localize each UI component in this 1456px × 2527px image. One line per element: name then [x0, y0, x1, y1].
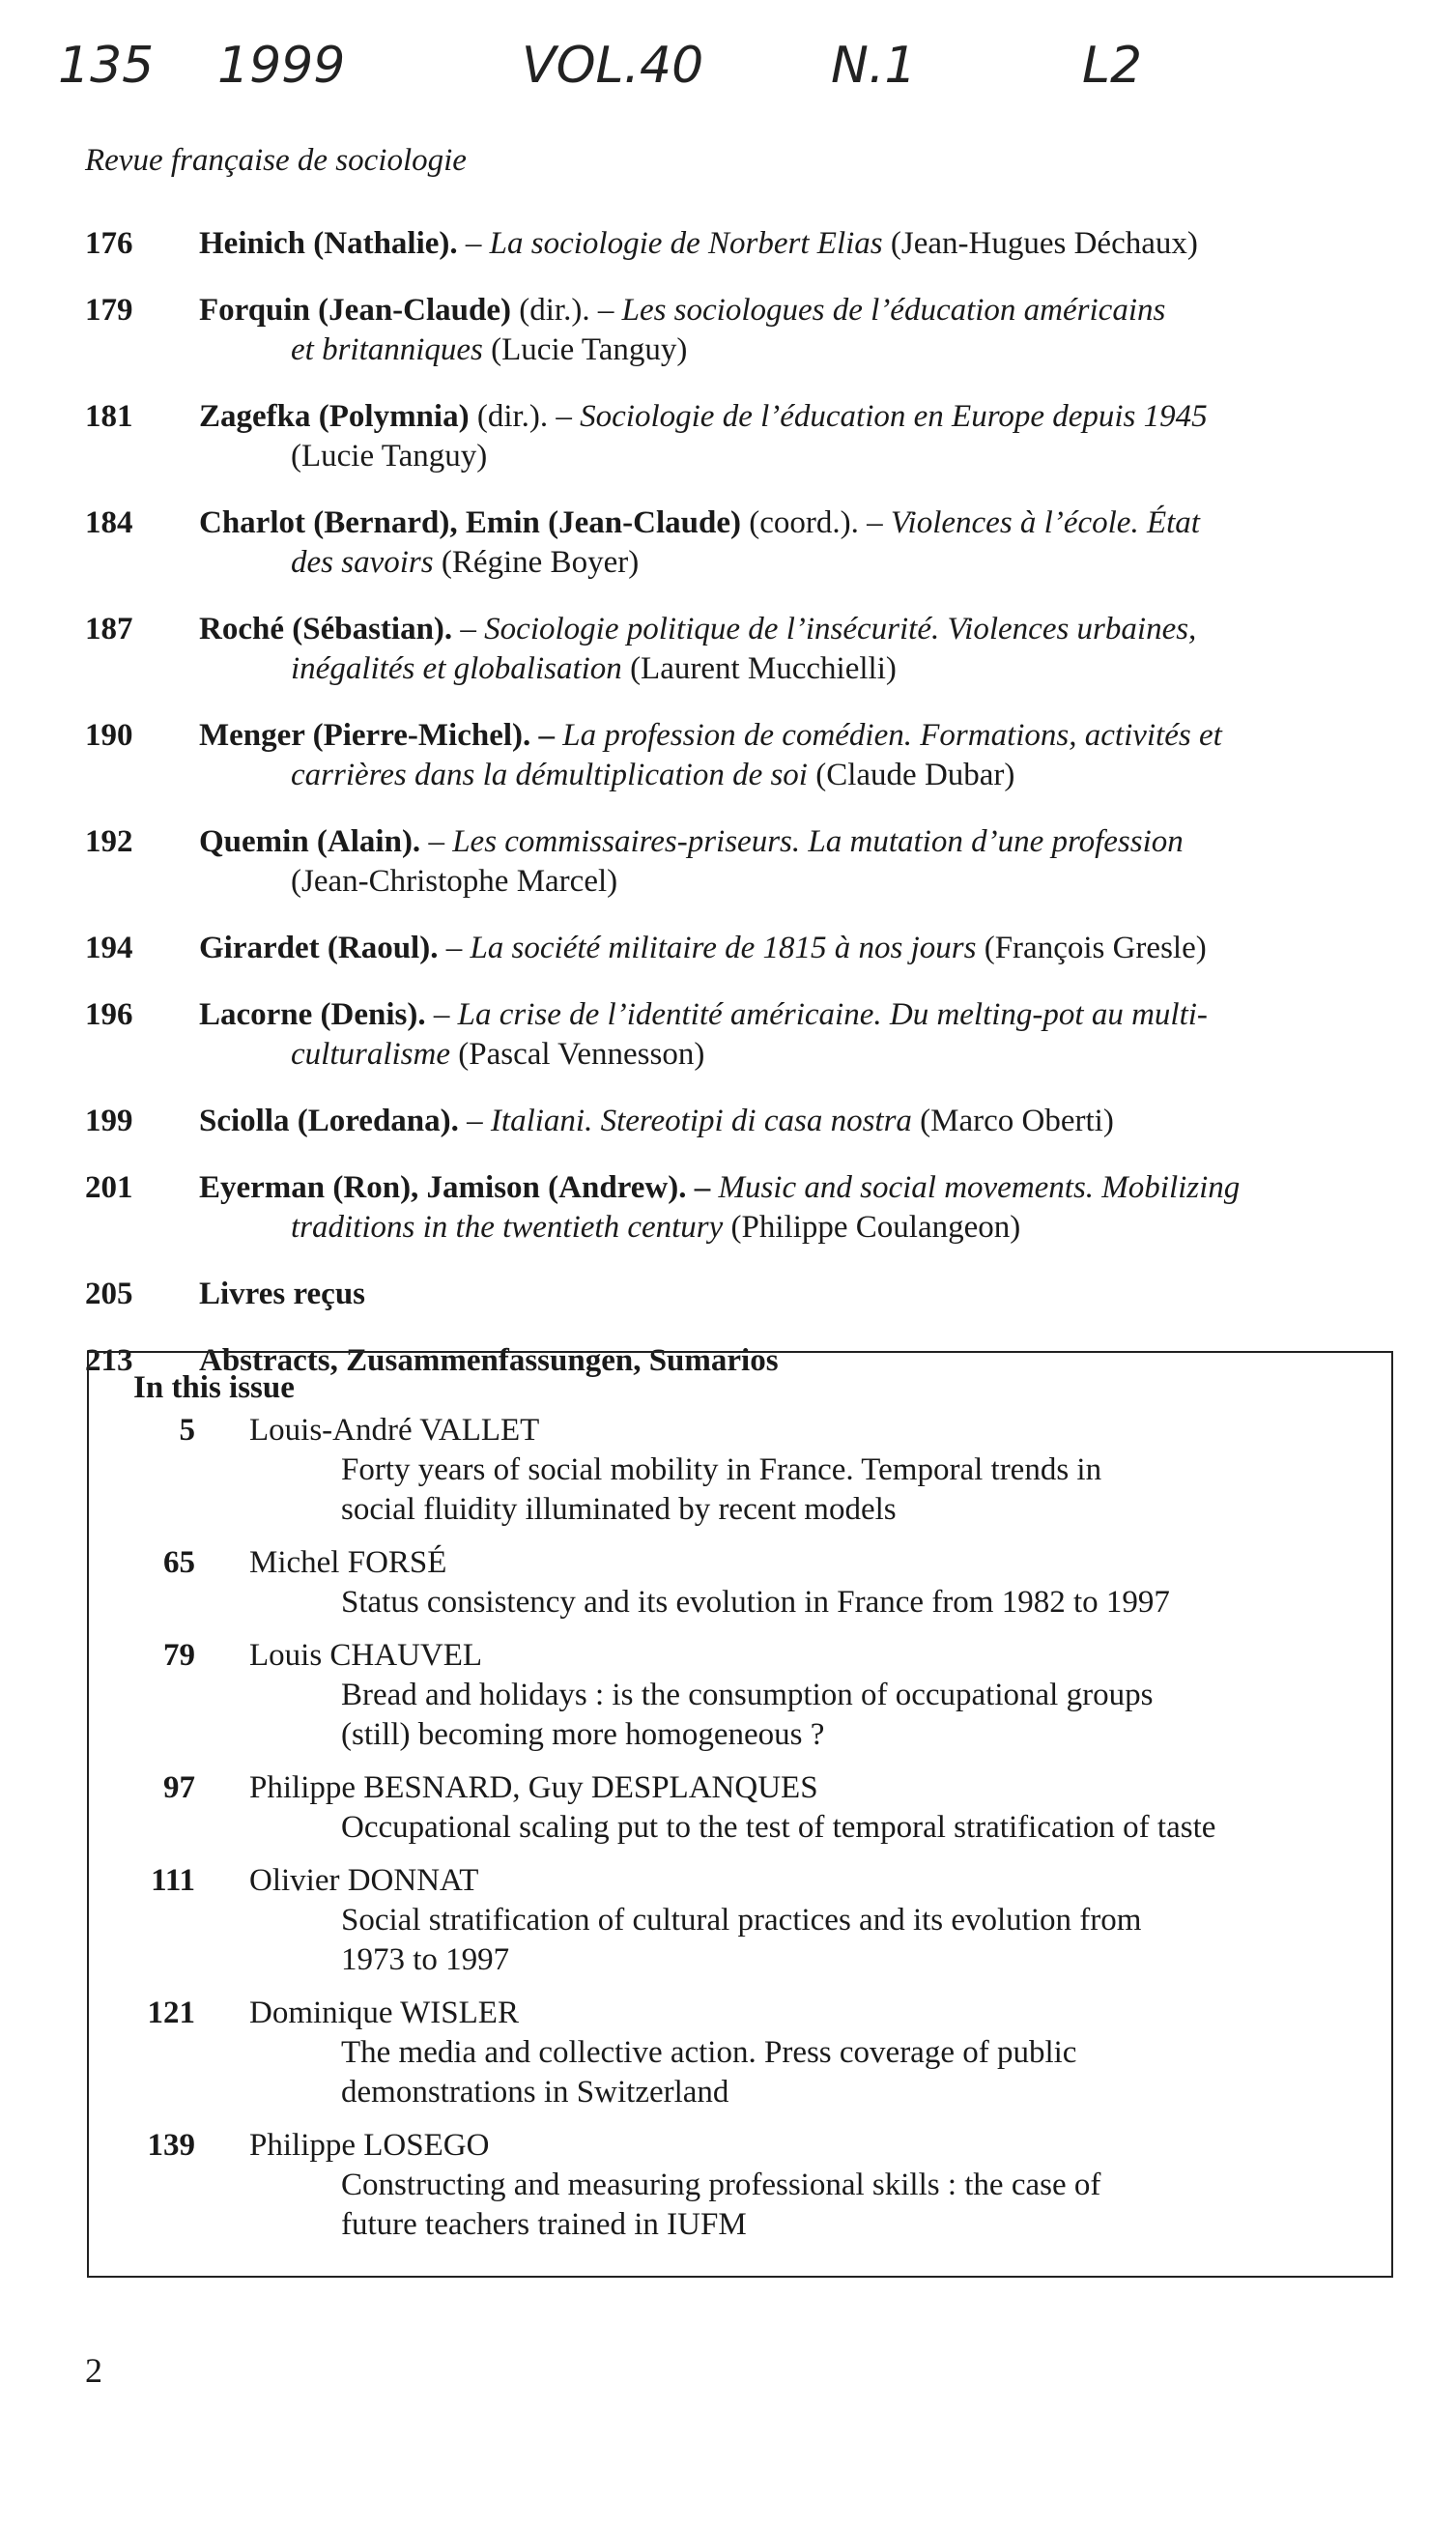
toc-entry-body [199, 1168, 1409, 1248]
issue-article-page: 97 [163, 1770, 195, 1805]
toc-reviewer: (Philippe Coulangeon) [723, 1210, 1021, 1245]
toc-reviewer: (Pascal Vennesson) [449, 1037, 705, 1072]
page-number: 2 [85, 2351, 102, 2390]
issue-article [89, 1861, 1391, 1980]
toc-authors: Roché (Sébastian). [199, 612, 453, 646]
toc-entry-body [199, 503, 1409, 583]
toc-book-title: La crise de l’identité américaine. Du melting-pot au multi- [457, 997, 1208, 1032]
toc-entry [85, 1275, 1409, 1314]
issue-article-text [249, 1636, 1391, 1755]
issue-article-title: Status consistency and its evolution in France from 1982 to 1997 [341, 1585, 1170, 1620]
issue-article-page: 65 [163, 1545, 195, 1580]
toc-page-number: 184 [85, 505, 133, 540]
toc-entry [85, 929, 1409, 968]
issue-article [89, 1994, 1391, 2112]
issue-article-text [249, 1543, 1391, 1622]
toc-page-number: 190 [85, 718, 133, 753]
handwritten-annotation [58, 19, 1217, 106]
in-this-issue-heading: In this issue [133, 1370, 295, 1405]
toc-authors: Eyerman (Ron), Jamison (Andrew). – [199, 1170, 711, 1205]
toc-reviewer: (Lucie Tanguy) [482, 332, 688, 367]
toc-entry-line1 [199, 291, 1409, 330]
toc-entry-line1 [199, 995, 1409, 1035]
issue-article [89, 1636, 1391, 1755]
toc-entry-line2 [199, 756, 1409, 795]
toc-dash: – [438, 931, 471, 965]
toc-reviewer: (Régine Boyer) [433, 545, 640, 580]
toc-book-title: Sociologie politique de l’insécurité. Violences urbaines, [484, 612, 1197, 646]
issue-article-title: social fluidity illuminated by recent models [341, 1492, 897, 1527]
toc-page-number: 213 [85, 1343, 133, 1378]
issue-article-author: Philippe LOSEGO [249, 2128, 490, 2163]
toc-authors: Lacorne (Denis). [199, 997, 426, 1032]
toc-entry-line2 [199, 543, 1409, 583]
issue-article-text [249, 2126, 1391, 2245]
toc-authors: Zagefka (Polymnia) [199, 399, 470, 434]
toc-entry-line2 [199, 862, 1409, 902]
toc-entry-body [199, 1102, 1409, 1141]
toc-page-number: 179 [85, 293, 133, 328]
toc-editor-note: (dir.). [469, 399, 549, 434]
toc-reviewer: (Lucie Tanguy) [291, 439, 488, 474]
toc-entry-body [199, 995, 1409, 1075]
toc-authors: Charlot (Bernard), Emin (Jean-Claude) [199, 505, 741, 540]
toc-entry-line1 [199, 224, 1409, 264]
toc-page-number: 199 [85, 1104, 133, 1138]
issue-article-title: Social stratification of cultural practices and its evolution from [341, 1903, 1142, 1938]
journal-title: Revue française de sociologie [85, 143, 467, 178]
issue-article-title: Constructing and measuring professional skills : the case of [341, 2168, 1101, 2202]
toc-entry-line1 [199, 716, 1409, 756]
toc-entry-line2 [199, 1208, 1409, 1248]
toc-dash: – [548, 399, 581, 434]
issue-article-page: 111 [151, 1863, 195, 1898]
toc-book-title: La profession de comédien. Formations, activités et [562, 718, 1222, 753]
issue-article-author: Olivier DONNAT [249, 1863, 479, 1898]
issue-article-author: Dominique WISLER [249, 1996, 519, 2030]
toc-authors: Quemin (Alain). [199, 824, 421, 859]
toc-page-number: 205 [85, 1277, 133, 1311]
issue-article-text [249, 1994, 1391, 2112]
issue-article-title: (still) becoming more homogeneous ? [341, 1717, 825, 1752]
toc-entry [85, 1102, 1409, 1141]
issue-article-text [249, 1768, 1391, 1848]
toc-entry-body [199, 929, 1409, 968]
toc-book-title-cont: et britanniques [291, 332, 483, 367]
toc-entry [85, 397, 1409, 476]
toc-reviewer: (Claude Dubar) [807, 758, 1015, 792]
toc-dash: – [457, 226, 490, 261]
toc-book-title-cont: traditions in the twentieth century [291, 1210, 724, 1245]
toc-entry [85, 224, 1409, 264]
toc-entry-line2 [199, 330, 1409, 370]
toc-reviewer: (Laurent Mucchielli) [621, 651, 897, 686]
handwritten-year: 1999 [217, 37, 346, 95]
toc-book-title: Les commissaires-priseurs. La mutation d’une profession [452, 824, 1184, 859]
toc-page-number: 187 [85, 612, 133, 646]
toc-page-number: 194 [85, 931, 133, 965]
toc-authors: Heinich (Nathalie). [199, 226, 458, 261]
toc-entry-line1 [199, 929, 1409, 968]
toc-page-number: 192 [85, 824, 133, 859]
toc-book-title: Italiani. Stereotipi di casa nostra [490, 1104, 912, 1138]
issue-article [89, 2126, 1391, 2245]
toc-book-title-cont: carrières dans la démultiplication de soi [291, 758, 808, 792]
toc-authors: Forquin (Jean-Claude) [199, 293, 512, 328]
toc-entry-body [199, 224, 1409, 264]
toc-dash: – [858, 505, 891, 540]
issue-article-title: demonstrations in Switzerland [341, 2075, 729, 2110]
issue-article-text [249, 1861, 1391, 1980]
toc-authors: Menger (Pierre-Michel). – [199, 718, 556, 753]
toc-entry [85, 1168, 1409, 1248]
handwritten-serial: 135 [58, 37, 155, 95]
issue-article [89, 1411, 1391, 1530]
issue-article-title: future teachers trained in IUFM [341, 2207, 747, 2242]
handwritten-code: L2 [1082, 37, 1143, 95]
toc-entry [85, 291, 1409, 370]
toc-entry-body [199, 716, 1409, 795]
toc-entry-line1 [199, 610, 1409, 649]
toc-entry-line1 [199, 503, 1409, 543]
toc-entry-line1 [199, 1102, 1409, 1141]
toc-page-number: 181 [85, 399, 133, 434]
toc-book-title: Music and social movements. Mobilizing [718, 1170, 1241, 1205]
toc-reviewer: (Jean-Christophe Marcel) [291, 864, 618, 899]
toc-entry-line2 [199, 649, 1409, 689]
issue-article-author: Michel FORSÉ [249, 1545, 447, 1580]
issue-article-title: The media and collective action. Press coverage of public [341, 2035, 1077, 2070]
toc-authors: Abstracts, Zusammenfassungen, Sumarios [199, 1343, 779, 1378]
toc-reviewer: (Marco Oberti) [911, 1104, 1114, 1138]
toc-entry [85, 503, 1409, 583]
toc-book-title: La société militaire de 1815 à nos jours [470, 931, 977, 965]
issue-article-title: 1973 to 1997 [341, 1942, 510, 1977]
toc-dash: – [589, 293, 622, 328]
toc-dash: – [425, 997, 458, 1032]
toc-entry [85, 716, 1409, 795]
toc-entry-body [199, 610, 1409, 689]
issue-article-title: Occupational scaling put to the test of temporal stratification of taste [341, 1810, 1216, 1845]
toc-book-title: Sociologie de l’éducation en Europe depuis 1945 [580, 399, 1208, 434]
toc-entry-line2 [199, 1035, 1409, 1075]
issue-article-page: 5 [179, 1413, 195, 1448]
toc-authors: Sciolla (Loredana). [199, 1104, 459, 1138]
handwritten-number: N.1 [831, 37, 917, 95]
toc-entry-line1 [199, 1168, 1409, 1208]
toc-entry-body [199, 822, 1409, 902]
toc-reviewer: (François Gresle) [976, 931, 1207, 965]
toc-entry-line2 [199, 437, 1409, 476]
toc-entry-line1 [199, 822, 1409, 862]
toc-book-title: La sociologie de Norbert Elias [489, 226, 883, 261]
toc-authors: Livres reçus [199, 1277, 366, 1311]
toc-entry-line1 [199, 397, 1409, 437]
toc-book-title: Les sociologues de l’éducation américains [621, 293, 1166, 328]
toc-book-title-cont: des savoirs [291, 545, 434, 580]
toc-page-number: 176 [85, 226, 133, 261]
toc-page-number: 196 [85, 997, 133, 1032]
in-this-issue-box [87, 1351, 1393, 2278]
issue-article [89, 1768, 1391, 1848]
toc-dash: – [452, 612, 485, 646]
issue-article-title: Bread and holidays : is the consumption of occupational groups [341, 1678, 1154, 1712]
toc-authors: Girardet (Raoul). [199, 931, 439, 965]
issue-article-page: 79 [163, 1638, 195, 1673]
handwritten-volume: VOL.40 [522, 37, 704, 95]
issue-article-page: 139 [147, 2128, 195, 2163]
issue-article-page: 121 [147, 1996, 195, 2030]
toc-editor-note: (dir.). [511, 293, 590, 328]
toc-book-title-cont: culturalisme [291, 1037, 450, 1072]
toc-entry [85, 610, 1409, 689]
toc-book-title: Violences à l’école. État [890, 505, 1200, 540]
issue-article [89, 1543, 1391, 1622]
in-this-issue-list [89, 1411, 1391, 2245]
issue-article-text [249, 1411, 1391, 1530]
table-of-contents [85, 224, 1409, 1408]
issue-article-author: Louis CHAUVEL [249, 1638, 483, 1673]
toc-page-number: 201 [85, 1170, 133, 1205]
issue-article-author: Philippe BESNARD, Guy DESPLANQUES [249, 1770, 818, 1805]
toc-entry-body [199, 1275, 1409, 1314]
issue-article-title: Forty years of social mobility in France. Temporal trends in [341, 1452, 1102, 1487]
toc-editor-note: (coord.). [740, 505, 859, 540]
toc-entry [85, 995, 1409, 1075]
toc-reviewer: (Jean-Hugues Déchaux) [882, 226, 1198, 261]
toc-entry [85, 822, 1409, 902]
toc-book-title-cont: inégalités et globalisation [291, 651, 622, 686]
issue-article-author: Louis-André VALLET [249, 1413, 540, 1448]
toc-dash: – [420, 824, 453, 859]
toc-entry-line1 [199, 1275, 1409, 1314]
toc-entry-body [199, 291, 1409, 370]
toc-dash: – [458, 1104, 491, 1138]
toc-entry-body [199, 397, 1409, 476]
